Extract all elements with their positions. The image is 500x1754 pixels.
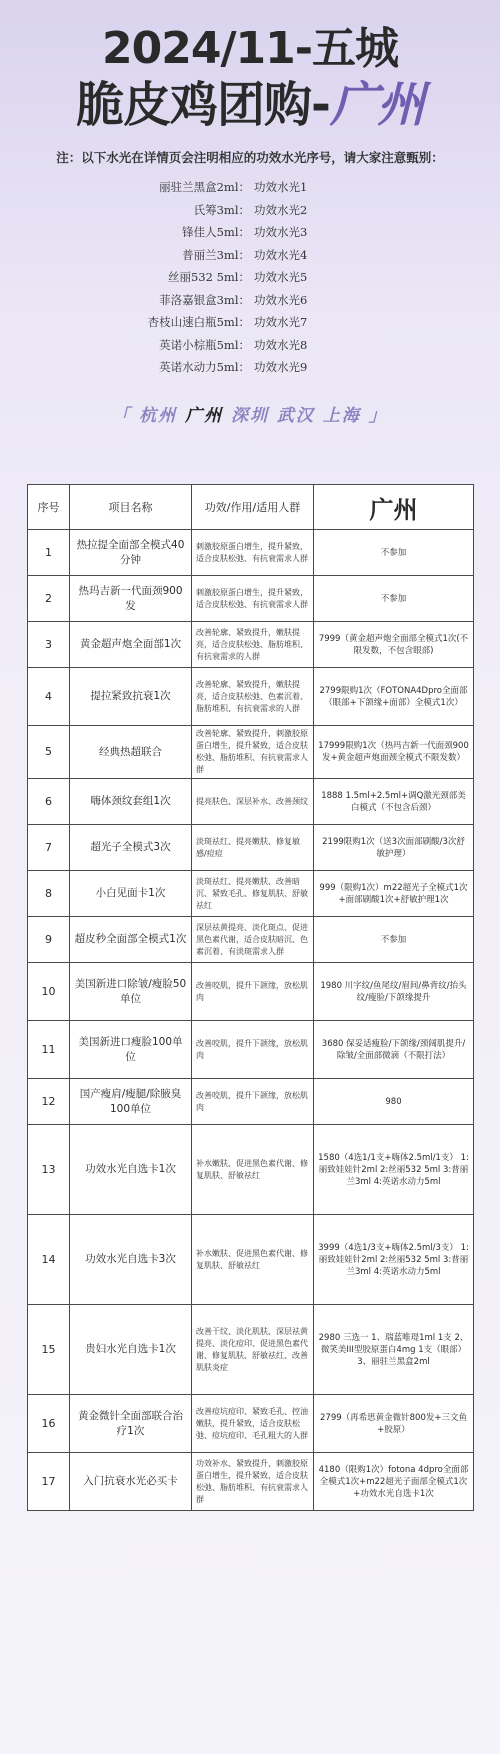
row-number: 1 bbox=[28, 530, 70, 576]
brand-effect: 功效水光1 bbox=[254, 180, 308, 194]
project-name: 黄金微针全面部联合治疗1次 bbox=[70, 1395, 192, 1453]
row-number: 9 bbox=[28, 917, 70, 963]
brand-name: 普丽兰3ml： bbox=[182, 247, 250, 262]
effect-desc: 改善干纹、淡化肌肤、深层祛黄提亮、淡化痘印、促进黑色素代谢、修复肌肤、舒敏祛红、改善肌肤炎症 bbox=[192, 1305, 314, 1395]
project-name: 嗨体颈纹套组1次 bbox=[70, 779, 192, 825]
city-price: 1888 1.5ml+2.5ml+调Q激光颈部美白模式（不包含后颈） bbox=[314, 779, 474, 825]
project-name: 美国新进口除皱/瘦脸50单位 bbox=[70, 963, 192, 1021]
row-number: 17 bbox=[28, 1453, 70, 1511]
brand-row bbox=[100, 199, 400, 222]
project-name: 经典热超联合 bbox=[70, 726, 192, 779]
city-price: 不参加 bbox=[314, 576, 474, 622]
city-price: 17999限购1次（热玛吉新一代面颈900发+黄金超声炮面颈全模式不限发数） bbox=[314, 726, 474, 779]
brand-row bbox=[100, 176, 400, 199]
effect-desc: 功效补水、紧致提升，刺激胶原蛋白增生，提升紧致，适合皮肤松弛、脂肪堆积、有抗衰需求人群 bbox=[192, 1453, 314, 1511]
project-name: 国产瘦肩/瘦腿/除腋臭100单位 bbox=[70, 1079, 192, 1125]
table-header-row bbox=[28, 485, 474, 530]
brand-row bbox=[100, 221, 400, 244]
effect-desc: 深层祛黄提亮、淡化斑点、促进黑色素代谢，适合皮肤暗沉、色素沉着、有淡斑需求人群 bbox=[192, 917, 314, 963]
project-name: 功效水光自选卡1次 bbox=[70, 1125, 192, 1215]
row-number: 7 bbox=[28, 825, 70, 871]
table-row bbox=[28, 917, 474, 963]
city-wuhan[interactable]: 武汉 bbox=[276, 405, 315, 426]
header-city: 广州 bbox=[314, 485, 474, 530]
table-row bbox=[28, 576, 474, 622]
table-row bbox=[28, 1453, 474, 1511]
city-price: 4180（限购1次）fotona 4dpro全面部全模式1次+m22超光子面部全模式1次+功效水光自选卡1次 bbox=[314, 1453, 474, 1511]
effect-desc: 改善咬肌，提升下颌缘，放松肌肉 bbox=[192, 963, 314, 1021]
table-row bbox=[28, 871, 474, 917]
brand-name: 氏筹3ml： bbox=[193, 202, 250, 217]
bracket-open: 「 bbox=[112, 405, 132, 426]
effect-desc: 改善轮廓、紧致提升，刺激胶原蛋白增生，提升紧致，适合皮肤松弛、脂肪堆积、有抗衰需求人群 bbox=[192, 726, 314, 779]
row-number: 6 bbox=[28, 779, 70, 825]
project-name: 功效水光自选卡3次 bbox=[70, 1215, 192, 1305]
row-number: 13 bbox=[28, 1125, 70, 1215]
city-guangzhou[interactable]: 广州 bbox=[185, 405, 224, 426]
row-number: 3 bbox=[28, 622, 70, 668]
project-name: 超光子全模式3次 bbox=[70, 825, 192, 871]
table-row bbox=[28, 622, 474, 668]
city-price: 2799（再希思黄金微针800发+三文鱼+胶原） bbox=[314, 1395, 474, 1453]
city-price: 不参加 bbox=[314, 530, 474, 576]
row-number: 12 bbox=[28, 1079, 70, 1125]
effect-desc: 改善咬肌，提升下颌缘，放松肌肉 bbox=[192, 1021, 314, 1079]
effect-desc: 改善轮廓、紧致提升，嫩肤提亮，适合皮肤松弛、脂肪堆积、有抗衰需求的人群 bbox=[192, 622, 314, 668]
city-price: 不参加 bbox=[314, 917, 474, 963]
brand-effect: 功效水光4 bbox=[254, 247, 308, 262]
table-body bbox=[28, 530, 474, 1511]
brand-name: 杏枝山速白瓶5ml： bbox=[147, 315, 250, 329]
brand-name: 英诺小棕瓶5ml： bbox=[159, 337, 250, 352]
project-name: 热玛吉新一代面颈900发 bbox=[70, 576, 192, 622]
effect-desc: 补水嫩肤、促进黑色素代谢、修复肌肤、舒敏祛红 bbox=[192, 1215, 314, 1305]
table-row bbox=[28, 1125, 474, 1215]
row-number: 8 bbox=[28, 871, 70, 917]
city-price: 1580（4选1/1支+嗨体2.5ml/1支） 1:丽致娃娃针2ml 2:丝丽532 5ml 3:普丽兰3ml 4:英诺水动力5ml bbox=[314, 1125, 474, 1215]
brand-name: 英诺水动力5ml： bbox=[159, 360, 250, 374]
brand-row bbox=[100, 289, 400, 312]
city-selector bbox=[0, 401, 500, 426]
row-number: 5 bbox=[28, 726, 70, 779]
title-line2 bbox=[0, 76, 500, 134]
table-row bbox=[28, 1305, 474, 1395]
effect-desc: 改善咬肌，提升下颌缘，放松肌肉 bbox=[192, 1079, 314, 1125]
table-row bbox=[28, 1215, 474, 1305]
brand-effect: 功效水光8 bbox=[254, 337, 308, 352]
city-price: 2199限购1次（送3次面部刷酸/3次舒敏护理） bbox=[314, 825, 474, 871]
page-title bbox=[0, 22, 500, 134]
brand-name: 锋佳人5ml： bbox=[182, 225, 250, 239]
table-row bbox=[28, 530, 474, 576]
brand-effect: 功效水光7 bbox=[254, 315, 308, 329]
city-price: 1980 川字纹/鱼尾纹/眉间/鼻背纹/抬头纹/瘦脸/下颌缘提升 bbox=[314, 963, 474, 1021]
brand-effect: 功效水光3 bbox=[254, 225, 308, 239]
header-effect: 功效/作用/适用人群 bbox=[192, 485, 314, 530]
title-line2-main: 脆皮鸡团购- bbox=[76, 77, 330, 133]
effect-desc: 改善痘坑痘印、紧致毛孔、控油嫩肤，提升紧致，适合皮肤松弛、痘坑痘印、毛孔粗大的人群 bbox=[192, 1395, 314, 1453]
header-name: 项目名称 bbox=[70, 485, 192, 530]
table-row bbox=[28, 963, 474, 1021]
effect-desc: 刺激胶原蛋白增生，提升紧致，适合皮肤松弛、有抗衰需求人群 bbox=[192, 530, 314, 576]
row-number: 11 bbox=[28, 1021, 70, 1079]
city-shenzhen[interactable]: 深圳 bbox=[231, 405, 269, 426]
project-name: 贵妇水光自选卡1次 bbox=[70, 1305, 192, 1395]
city-price: 3680 保妥适瘦脸/下颌缘/颈阔肌提升/除皱/全面部微滴（不限打法） bbox=[314, 1021, 474, 1079]
effect-desc: 淡斑祛红、提亮嫩肤、修复敏感/痘痘 bbox=[192, 825, 314, 871]
row-number: 14 bbox=[28, 1215, 70, 1305]
brand-name: 菲洛嘉银盒3ml： bbox=[159, 292, 250, 307]
row-number: 15 bbox=[28, 1305, 70, 1395]
effect-desc: 刺激胶原蛋白增生，提升紧致，适合皮肤松弛、有抗衰需求人群 bbox=[192, 576, 314, 622]
city-price: 7999（黄金超声炮全面部全模式1次(不限发数，不包含眼部) bbox=[314, 622, 474, 668]
table-row bbox=[28, 726, 474, 779]
city-hangzhou[interactable]: 杭州 bbox=[139, 405, 178, 426]
brand-effect: 功效水光9 bbox=[254, 360, 308, 374]
table-row bbox=[28, 779, 474, 825]
project-name: 黄金超声炮全面部1次 bbox=[70, 622, 192, 668]
project-name: 超皮秒全面部全模式1次 bbox=[70, 917, 192, 963]
title-city-accent: 广州 bbox=[329, 77, 424, 133]
city-price: 980 bbox=[314, 1079, 474, 1125]
notice-text: 注：以下水光在详情页会注明相应的功效水光序号，请大家注意甄别： bbox=[56, 150, 444, 165]
row-number: 2 bbox=[28, 576, 70, 622]
project-name: 美国新进口瘦脸100单位 bbox=[70, 1021, 192, 1079]
brand-effect: 功效水光5 bbox=[254, 270, 308, 284]
brand-name: 丽驻兰黑盒2ml： bbox=[159, 180, 250, 194]
city-price: 2980 三选一 1、瑞蓝唯瑅1ml 1支 2、微笑美III型胶原蛋白4mg 1支（眼部） 3、丽驻兰黑盒2ml bbox=[314, 1305, 474, 1395]
brand-effect-list bbox=[100, 176, 400, 379]
bracket-close: 」 bbox=[368, 405, 388, 426]
row-number: 4 bbox=[28, 668, 70, 726]
city-price: 999（限购1次）m22超光子全模式1次+面部刷酸1次+舒敏护理1次 bbox=[314, 871, 474, 917]
table-row bbox=[28, 1395, 474, 1453]
table-row bbox=[28, 1021, 474, 1079]
effect-desc: 提亮肤色、深层补水、改善颈纹 bbox=[192, 779, 314, 825]
brand-name: 丝丽532 5ml： bbox=[167, 270, 250, 284]
effect-desc: 补水嫩肤、促进黑色素代谢、修复肌肤、舒敏祛红 bbox=[192, 1125, 314, 1215]
effect-desc: 淡斑祛红、提亮嫩肤、改善暗沉、紧致毛孔、修复肌肤、舒敏祛红 bbox=[192, 871, 314, 917]
brand-row bbox=[100, 311, 400, 334]
project-name: 小白见面卡1次 bbox=[70, 871, 192, 917]
city-price: 3999（4选1/3支+嗨体2.5ml/3支） 1:丽致娃娃针2ml 2:丝丽532 5ml 3:普丽兰3ml 4:英诺水动力5ml bbox=[314, 1215, 474, 1305]
row-number: 10 bbox=[28, 963, 70, 1021]
effect-desc: 改善轮廓、紧致提升，嫩肤提亮，适合皮肤松弛、色素沉着、脂肪堆积、有抗衰需求的人群 bbox=[192, 668, 314, 726]
brand-row bbox=[100, 334, 400, 357]
table-row bbox=[28, 1079, 474, 1125]
brand-row bbox=[100, 266, 400, 289]
brand-row bbox=[100, 244, 400, 267]
city-shanghai[interactable]: 上海 bbox=[322, 405, 361, 426]
table-row bbox=[28, 825, 474, 871]
price-table bbox=[27, 484, 474, 1511]
title-line1: 2024/11-五城 bbox=[101, 23, 399, 74]
project-name: 入门抗衰水光必买卡 bbox=[70, 1453, 192, 1511]
brand-effect: 功效水光2 bbox=[254, 202, 308, 217]
header-no: 序号 bbox=[28, 485, 70, 530]
brand-row bbox=[100, 356, 400, 379]
project-name: 热拉提全面部全模式40分钟 bbox=[70, 530, 192, 576]
brand-effect: 功效水光6 bbox=[254, 292, 308, 307]
city-price: 2799限购1次（FOTONA4Dpro全面部（眼部+下颌缘+面部）全模式1次） bbox=[314, 668, 474, 726]
row-number: 16 bbox=[28, 1395, 70, 1453]
project-name: 提拉紧致抗衰1次 bbox=[70, 668, 192, 726]
table-row bbox=[28, 668, 474, 726]
